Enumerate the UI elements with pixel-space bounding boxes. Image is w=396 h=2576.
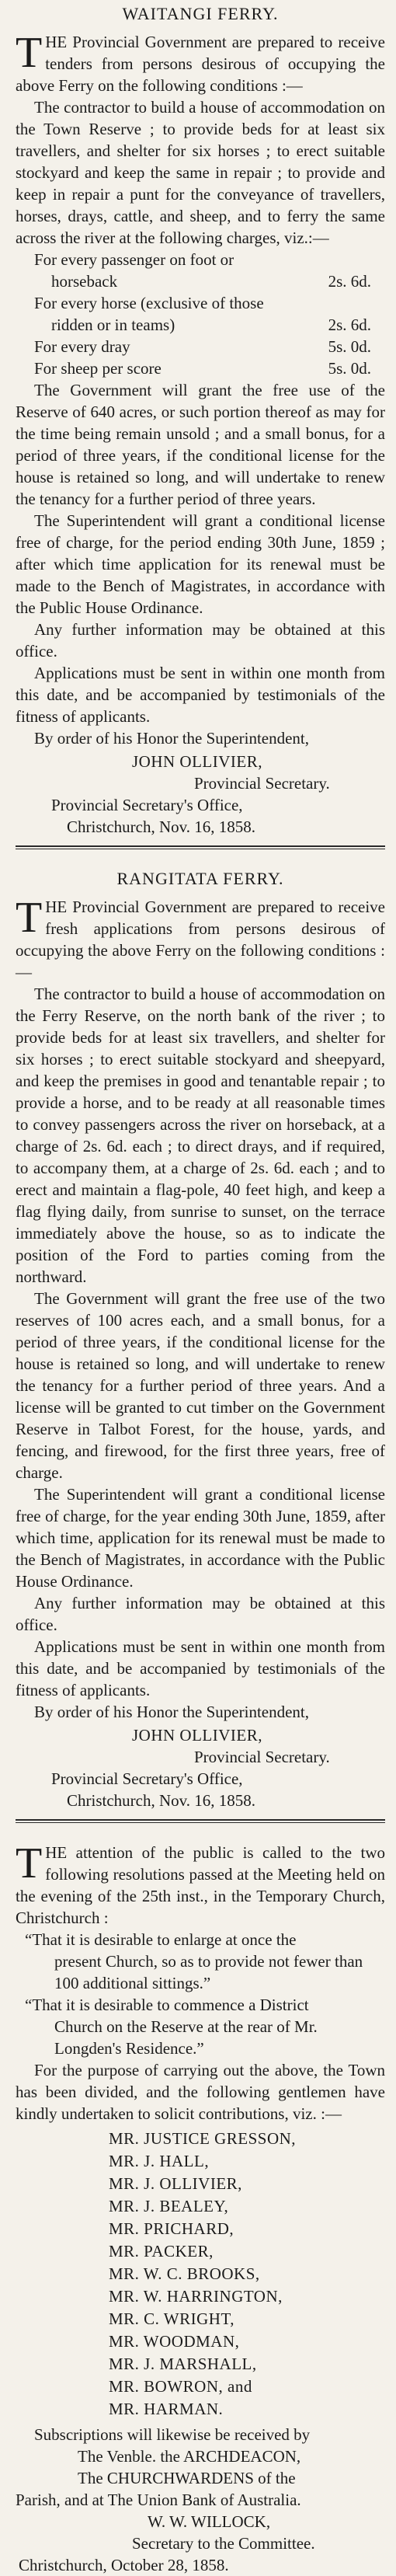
waitangi-signature bbox=[16, 751, 385, 838]
rangitata-p4: Any further information may be obtained at this office. bbox=[16, 1594, 385, 1634]
rangitata-title: RANGITATA FERRY. bbox=[116, 869, 284, 888]
collectors-list bbox=[109, 2128, 385, 2421]
rangitata-intro bbox=[16, 896, 385, 983]
collector-name: MR. PACKER, bbox=[109, 2242, 214, 2261]
collector-name: MR. C. WRIGHT, bbox=[109, 2309, 234, 2328]
charge-sheep bbox=[34, 357, 385, 379]
church-p1: For the purpose of carrying out the above, the Town has been divided, and the following gentlemen have kindly undertaken to solicit contributions, viz. :— bbox=[16, 2061, 385, 2123]
collector-name: MR. J. BEALEY, bbox=[109, 2197, 229, 2215]
rangitata-dropcap: T bbox=[16, 894, 43, 942]
notice-date: Christchurch, Nov. 16, 1858. bbox=[67, 1791, 256, 1810]
charge-label: For every passenger on foot or bbox=[34, 250, 234, 269]
rangitata-p3: The Superintendent will grant a conditional license free of charge, for the year ending 30th June, 1859, after which time, application for its renewal must be made to the Bench of Magistrates, in accordance with the Public House Ordinance. bbox=[16, 1485, 385, 1591]
collector-name: MR. W. C. BROOKS, bbox=[109, 2264, 260, 2283]
rangitata-p5: Applications must be sent in within one month from this date, and be accompanied by testimonials of the fitness of applicants. bbox=[16, 1637, 385, 1699]
waitangi-p4: Any further information may be obtained at this office. bbox=[16, 620, 385, 661]
waitangi-p5: Applications must be sent in within one month from this date, and be accompanied by testimonials of the fitness of applicants. bbox=[16, 664, 385, 726]
signatory-office: Provincial Secretary's Office, bbox=[51, 796, 243, 814]
waitangi-intro bbox=[16, 31, 385, 96]
signatory-role: Provincial Secretary. bbox=[194, 774, 330, 793]
subscription-archdeacon: The Venble. the ARCHDEACON, bbox=[78, 2447, 301, 2466]
collector-name: MR. WOODMAN, bbox=[109, 2332, 240, 2351]
charge-horse bbox=[34, 292, 385, 336]
charge-dray bbox=[34, 336, 385, 357]
rangitata-p1: The contractor to build a house of accommodation on the Ferry Reserve, on the north bank of the river ; to provide beds for at least six travellers, and shelter for six horses ; to erect suitable stockyard and sheepyard, and keep the premises in good and tenantable repair ; to provide a horse, and to be ready at all reasonable times to convey passengers across the river on horseback, at a charge of 2s. 6d. each ; to direct drays, and if required, to accompany them, at a charge of 2s. 6d. each ; and to erect and maintain a flag-pole, 40 feet high, and keep a flag flying daily, from sunrise to sunset, on the terrace immediately above the house, so as to indicate the position of the Ford to parties coming from the northward. bbox=[16, 985, 385, 1286]
waitangi-charges bbox=[34, 249, 385, 379]
collector-name: MR. HARMAN. bbox=[109, 2400, 224, 2418]
waitangi-p3: The Superintendent will grant a conditional license free of charge, for the period ending 30th June, 1859 ; after which time application for its renewal must be made to the Bench of Magistrates, in accordance with the Public House Ordinance. bbox=[16, 511, 385, 617]
waitangi-intro-text: HE Provincial Government are prepared to receive tenders from persons desirous of occupying the above Ferry on the following conditions :— bbox=[16, 33, 385, 95]
charge-label-cont: ridden or in teams) bbox=[51, 315, 175, 334]
church-p2: Subscriptions will likewise be received by bbox=[34, 2425, 311, 2444]
waitangi-p2: The Government will grant the free use of the Reserve of 640 acres, or such portion thereof as may for the time being remain unsold ; and a small bonus, for a period of three years, if the conditional license for the house is retained so long, and will undertake to renew the tenancy for a further period of three years. bbox=[16, 381, 385, 508]
charge-row bbox=[34, 270, 385, 292]
signatory-office: Provincial Secretary's Office, bbox=[51, 1769, 243, 1788]
resolution-2: “That it is desirable to commence a District bbox=[25, 1996, 309, 2014]
signatory-name: JOHN OLLIVIER, bbox=[132, 1726, 262, 1745]
charge-price: 5s. 0d. bbox=[328, 337, 371, 356]
subscription-bank: Parish, and at The Union Bank of Australia. bbox=[16, 2491, 301, 2509]
rangitata-ferry-notice bbox=[16, 868, 385, 1811]
charge-label: For every dray bbox=[34, 337, 130, 356]
resolution-1: “That it is desirable to enlarge at once the bbox=[25, 1930, 297, 1949]
section-divider bbox=[16, 1819, 385, 1823]
collector-name: MR. JUSTICE GRESSON, bbox=[109, 2129, 297, 2148]
charge-price: 2s. 6d. bbox=[328, 315, 371, 334]
rangitata-p2: The Government will grant the free use of the two reserves of 100 acres each, and a small bonus, for a period of three years, if the conditional license for the house is retained so long, and will undertake to renew the tenancy for a further period of three years. And a license will be granted to cut timber on the Government Reserve in Talbot Forest, for the house, yards, and fencing, and firewood, for the first three years, free of charge. bbox=[16, 1289, 385, 1482]
signatory-name: JOHN OLLIVIER, bbox=[132, 752, 262, 771]
resolution-2-cont: Church on the Reserve at the rear of Mr. Longden's Residence.” bbox=[54, 2017, 318, 2058]
waitangi-p6: By order of his Honor the Superintendent, bbox=[34, 729, 310, 748]
collector-name: MR. J. MARSHALL, bbox=[109, 2355, 257, 2373]
subscription-churchwardens: The CHURCHWARDENS of the bbox=[78, 2469, 296, 2487]
charge-label: For every horse (exclusive of those bbox=[34, 294, 264, 312]
waitangi-ferry-notice bbox=[16, 0, 385, 838]
charge-price: 2s. 6d. bbox=[328, 272, 371, 291]
rangitata-intro-text: HE Provincial Government are prepared to receive fresh applications from persons desirous of occupying the above Ferry on the following conditions :— bbox=[16, 898, 385, 981]
church-intro-text: HE attention of the public is called to the two following resolutions passed at the Meeting held on the evening of the 25th inst., in the Temporary Church, Christchurch : bbox=[16, 1843, 385, 1927]
charge-passenger bbox=[34, 249, 385, 292]
rangitata-p6: By order of his Honor the Superintendent, bbox=[34, 1703, 310, 1721]
charge-price: 5s. 0d. bbox=[328, 359, 371, 378]
waitangi-dropcap: T bbox=[16, 29, 43, 77]
church-notice-date: Christchurch, October 28, 1858. bbox=[19, 2556, 229, 2574]
signatory-role: Provincial Secretary. bbox=[194, 1748, 330, 1766]
resolution-1-cont: present Church, so as to provide not fewer than 100 additional sittings.” bbox=[54, 1952, 363, 1992]
collector-name: MR. BOWRON, and bbox=[109, 2377, 252, 2396]
collector-name: MR. J. OLLIVIER, bbox=[109, 2174, 242, 2193]
notice-date: Christchurch, Nov. 16, 1858. bbox=[67, 817, 256, 836]
committee-secretary-role: Secretary to the Committee. bbox=[132, 2534, 315, 2553]
committee-secretary-name: W. W. WILLOCK, bbox=[148, 2512, 271, 2531]
charge-label: For sheep per score bbox=[34, 359, 162, 378]
collector-name: MR. W. HARRINGTON, bbox=[109, 2287, 283, 2306]
church-notice bbox=[16, 1839, 385, 2576]
church-dropcap: T bbox=[16, 1839, 43, 1888]
collector-name: MR. PRICHARD, bbox=[109, 2219, 234, 2238]
charge-label-cont: horseback bbox=[51, 272, 118, 291]
charge-row bbox=[34, 314, 385, 336]
waitangi-title: WAITANGI FERRY. bbox=[122, 4, 279, 23]
rangitata-signature bbox=[16, 1724, 385, 1811]
collector-name: MR. J. HALL, bbox=[109, 2152, 210, 2170]
section-divider bbox=[16, 845, 385, 849]
church-intro bbox=[16, 1839, 385, 1929]
waitangi-p1: The contractor to build a house of accommodation on the Town Reserve ; to provide beds for at least six travellers, and shelter for six horses ; to erect suitable stockyard and keep the same in repair ; to provide and keep in repair a punt for the conveyance of travellers, horses, drays, cattle, and sheep, and to ferry the same across the river at the following charges, viz.:— bbox=[16, 98, 385, 247]
